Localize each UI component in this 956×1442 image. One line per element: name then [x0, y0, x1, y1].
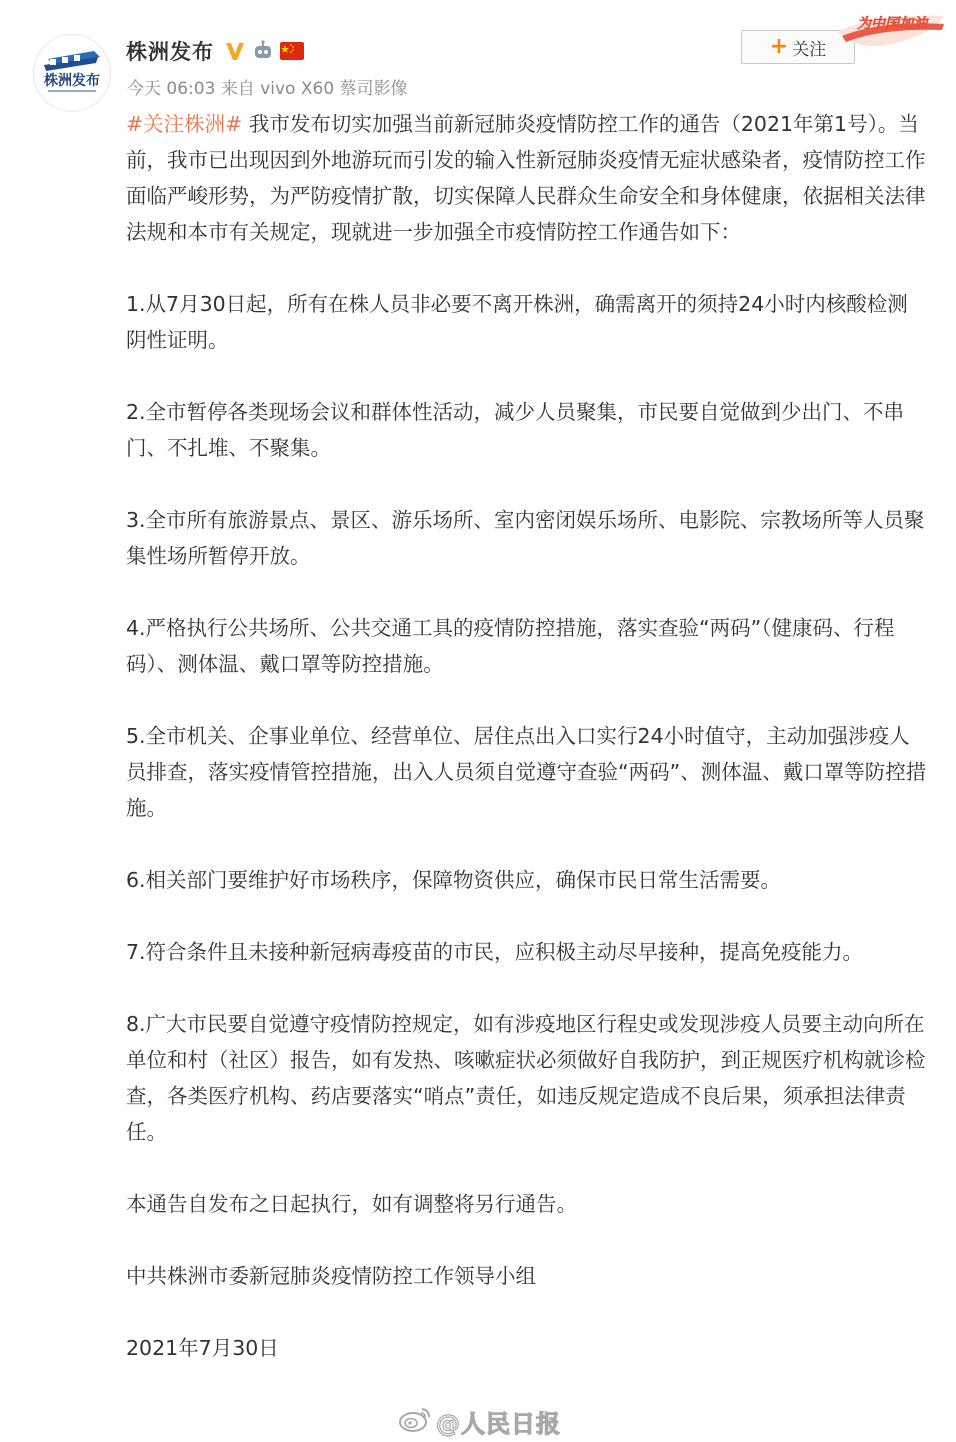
post-meta: [127, 74, 408, 99]
list-item-2: 2.全市暂停各类现场会议和群体性活动，减少人员聚集，市民要自觉做到少出门、不串门、不扎堆、不聚集。: [126, 400, 905, 460]
list-item-3: 3.全市所有旅游景点、景区、游乐场所、室内密闭娱乐场所、电影院、宗教场所等人员聚集性场所暂停开放。: [126, 508, 925, 568]
watermark: [398, 1404, 561, 1438]
hashtag-link[interactable]: #关注株洲#: [126, 112, 243, 136]
follow-label: 关注: [792, 39, 827, 60]
corner-badge-text: 为中国加油: [857, 16, 927, 32]
list-item-8: 8.广大市民要自觉遵守疫情防控规定，如有涉疫地区行程史或发现涉疫人员要主动向所在单位和村（社区）报告，如有发热、咳嗽症状必须做好自我防护，到正规医疗机构就诊检查，各类医疗机构、药店要落实“哨点”责任，如违反规定造成不良后果，须承担法律责任。: [126, 1012, 926, 1144]
post-time: 今天 06:03: [127, 79, 216, 99]
vip-verified-icon: [224, 40, 246, 62]
intro-text: 我市发布切实加强当前新冠肺炎疫情防控工作的通告（2021年第1号）。当前，我市已出现因到外地游玩而引发的输入性新冠肺炎疫情无症状感染者，疫情防控工作面临严峻形势，为严防疫情扩散，切实保障人民群众生命安全和身体健康，依据相关法律法规和本市有关规定，现就进一步加强全市疫情防控工作通告如下：: [126, 112, 926, 244]
post-content: [126, 106, 928, 1402]
watermark-text: @人民日报: [436, 1409, 561, 1438]
author-row: [126, 36, 304, 66]
avatar[interactable]: [33, 34, 111, 112]
closing-paragraph: 本通告自发布之日起执行，如有调整将另行通告。: [126, 1192, 577, 1216]
list-item-5: 5.全市机关、企事业单位、经营单位、居住点出入口实行24小时值守，主动加强涉疫人员排查，落实疫情管控措施，出入人员须自觉遵守查验“两码”、测体温、戴口罩等防控措施。: [126, 724, 927, 820]
list-item-7: 7.符合条件且未接种新冠病毒疫苗的市民，应积极主动尽早接种，提高免疫能力。: [126, 940, 864, 964]
post-date: 2021年7月30日: [126, 1336, 279, 1360]
avatar-text: 株洲发布: [44, 73, 100, 89]
avatar-logo: [34, 35, 110, 111]
author-name[interactable]: 株洲发布: [126, 40, 214, 64]
weibo-logo-icon: [398, 1405, 432, 1437]
signature: 中共株洲市委新冠肺炎疫情防控工作领导小组: [126, 1264, 536, 1288]
post-source-text[interactable]: 来自 vivo X60 蔡司影像: [220, 79, 408, 99]
china-flag-icon: [280, 42, 304, 60]
list-item-6: 6.相关部门要维护好市场秩序，保障物资供应，确保市民日常生活需要。: [126, 868, 782, 892]
plus-icon: +: [769, 34, 789, 59]
list-item-4: 4.严格执行公共场所、公共交通工具的疫情防控措施，落实查验“两码”（健康码、行程码）、测体温、戴口罩等防控措施。: [126, 616, 895, 676]
post-source: [221, 79, 408, 99]
list-item-1: 1.从7月30日起，所有在株人员非必要不离开株洲，确需离开的须持24小时内核酸检测阴性证明。: [126, 292, 908, 352]
robot-icon: [252, 40, 274, 62]
corner-badge: [832, 6, 950, 52]
intro-paragraph: [126, 106, 928, 250]
